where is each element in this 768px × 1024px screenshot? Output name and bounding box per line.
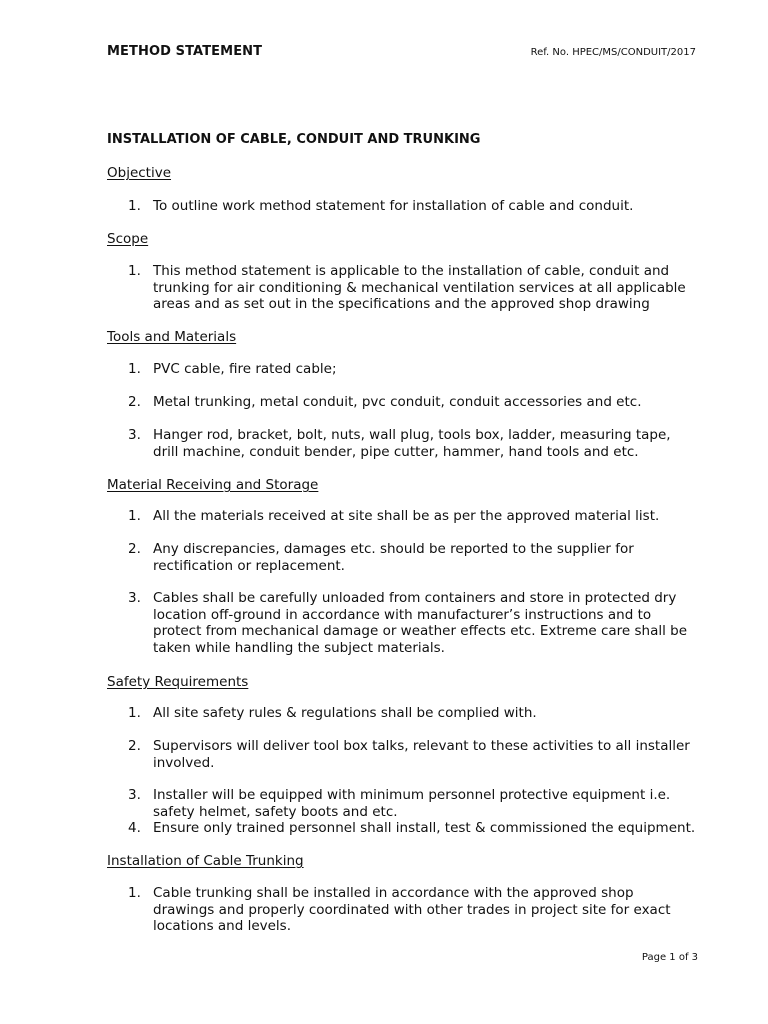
section-heading-scope: Scope [107, 231, 149, 247]
list-item [107, 263, 698, 313]
item-text: This method statement is applicable to the installation of cable, conduit and trunking for air conditioning & mechanical ventilation services at all applicable areas and as set out in the specifications and the approved shop drawing [153, 263, 686, 312]
item-number: 1. [128, 508, 141, 524]
list-item [107, 885, 707, 935]
section-scope [107, 230, 707, 313]
list-item [107, 541, 707, 574]
item-text: Metal trunking, metal conduit, pvc conduit, conduit accessories and etc. [153, 394, 642, 410]
item-text: All the materials received at site shall be as per the approved material list. [153, 508, 660, 524]
item-text: Ensure only trained personnel shall install, test & commissioned the equipment. [153, 820, 696, 836]
item-text: Hanger rod, bracket, bolt, nuts, wall plug, tools box, ladder, measuring tape, drill machine, conduit bender, pipe cutter, hammer, hand tools and etc. [153, 427, 671, 460]
item-text: PVC cable, fire rated cable; [153, 361, 337, 377]
list-item [107, 738, 707, 771]
item-number: 1. [128, 263, 141, 279]
page-number: Page 1 of 3 [641, 952, 698, 963]
list-item [107, 361, 707, 378]
item-number: 1. [128, 705, 141, 721]
section-tools-and-materials [107, 328, 707, 346]
list-item [107, 787, 707, 820]
list-item [107, 508, 707, 525]
item-text: Installer will be equipped with minimum personnel protective equipment i.e. safety helmet, safety boots and etc. [153, 787, 671, 820]
section-heading-objective: Objective [107, 165, 172, 181]
item-number: 1. [128, 885, 141, 901]
item-number: 3. [128, 427, 141, 443]
section-heading-receiving: Material Receiving and Storage [107, 477, 319, 493]
document-title: INSTALLATION OF CABLE, CONDUIT AND TRUNKING [107, 132, 481, 147]
item-number: 2. [128, 394, 141, 410]
item-number: 1. [128, 361, 141, 377]
section-heading-safety: Safety Requirements [107, 674, 249, 690]
section-heading-trunking: Installation of Cable Trunking [107, 853, 304, 869]
item-number: 2. [128, 541, 141, 557]
item-number: 3. [128, 787, 141, 803]
list-item [107, 590, 707, 656]
list-item [107, 198, 698, 215]
item-text: To outline work method statement for installation of cable and conduit. [153, 198, 634, 214]
item-text: Cables shall be carefully unloaded from containers and store in protected dry location off-ground in accordance with manufacturer’s instructions and to protect from mechanical damage or weather effects etc. Extreme care shall be taken while handling the subject materials. [153, 590, 688, 656]
section-safety-requirements [107, 673, 707, 691]
item-text: Cable trunking shall be installed in accordance with the approved shop drawings and properly coordinated with other trades in project site for exact locations and levels. [153, 885, 671, 934]
list-item [107, 705, 707, 722]
list-item [107, 820, 707, 837]
section-heading-tools: Tools and Materials [107, 329, 237, 345]
section-objective [107, 164, 707, 215]
item-number: 1. [128, 198, 141, 214]
item-text: Supervisors will deliver tool box talks, relevant to these activities to all installer involved. [153, 738, 690, 771]
item-number: 2. [128, 738, 141, 754]
header-title: METHOD STATEMENT [107, 44, 263, 59]
list-item [107, 427, 707, 460]
item-number: 4. [128, 820, 141, 836]
list-item [107, 394, 707, 411]
section-installation-cable-trunking [107, 852, 707, 870]
section-material-receiving [107, 476, 707, 494]
item-text: Any discrepancies, damages etc. should be reported to the supplier for rectification or replacement. [153, 541, 634, 574]
item-text: All site safety rules & regulations shall be complied with. [153, 705, 537, 721]
header-reference-number: Ref. No. HPEC/MS/CONDUIT/2017 [530, 47, 696, 58]
item-number: 3. [128, 590, 141, 606]
